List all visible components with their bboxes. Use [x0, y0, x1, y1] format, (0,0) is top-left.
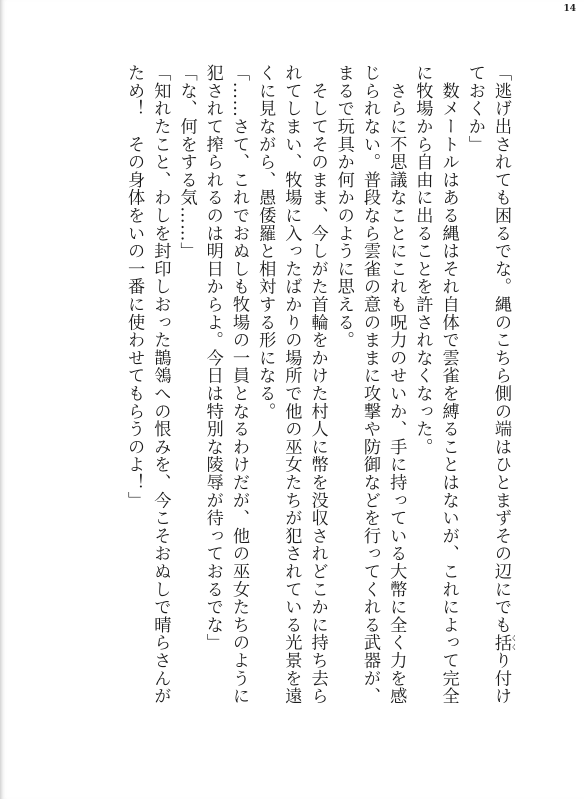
text-line-part: り付け — [491, 651, 511, 705]
text-line: 犯されて搾られるのは明日からよ。今日は特別な陵辱が待っておるでな」 — [202, 64, 223, 652]
ruby-base: 括 — [491, 633, 511, 652]
text-line: そしてそのまま、今しがた首輪をかけた村人に幣を没収されどこかに持ち去ら — [307, 64, 328, 705]
text-line: 「な、何をする気……」 — [176, 64, 197, 260]
text-line: くに見ながら、愚倭羅と相対する形になる。 — [255, 64, 276, 420]
vertical-text-block — [58, 64, 518, 754]
text-line: 数メートルはある縄はそれ自体で雲雀を縛ることはないが、これによって完全 — [438, 64, 459, 705]
text-line: ため！ その身体をいの一番に使わせてもらうのよ！」 — [124, 64, 145, 509]
text-line: 「……さて、これでおぬしも牧場の一員となるわけだが、他の巫女たちのように — [228, 64, 249, 705]
text-line: 「知れたこと、わしを封印しおった鵲鴒への恨みを、今こそおぬしで晴らさんが — [150, 64, 171, 705]
ruby-text: くく — [510, 633, 518, 652]
text-line: さらに不思議なことにこれも呪力のせいか、手に持っている大幣に全く力を感 — [386, 64, 407, 705]
text-line: じられない。普段なら雲雀の意のままに攻撃や防御などを行ってくれる武器が、 — [359, 64, 380, 705]
text-line — [488, 64, 518, 754]
text-line: まるで玩具か何かのように思える。 — [333, 64, 354, 349]
furigana — [491, 633, 518, 652]
text-line-part: 「逃げ出されても困るでな。縄のこちら側の端はひとまずその辺にでも — [491, 64, 511, 634]
text-line: ておくか」 — [464, 64, 485, 153]
text-line: れてしまい、牧場に入ったばかりの場所で他の巫女たちが犯されている光景を遠 — [281, 64, 302, 705]
text-line: に牧場から自由に出ることを許されなくなった。 — [412, 64, 433, 456]
page-number: 14 — [563, 4, 576, 14]
